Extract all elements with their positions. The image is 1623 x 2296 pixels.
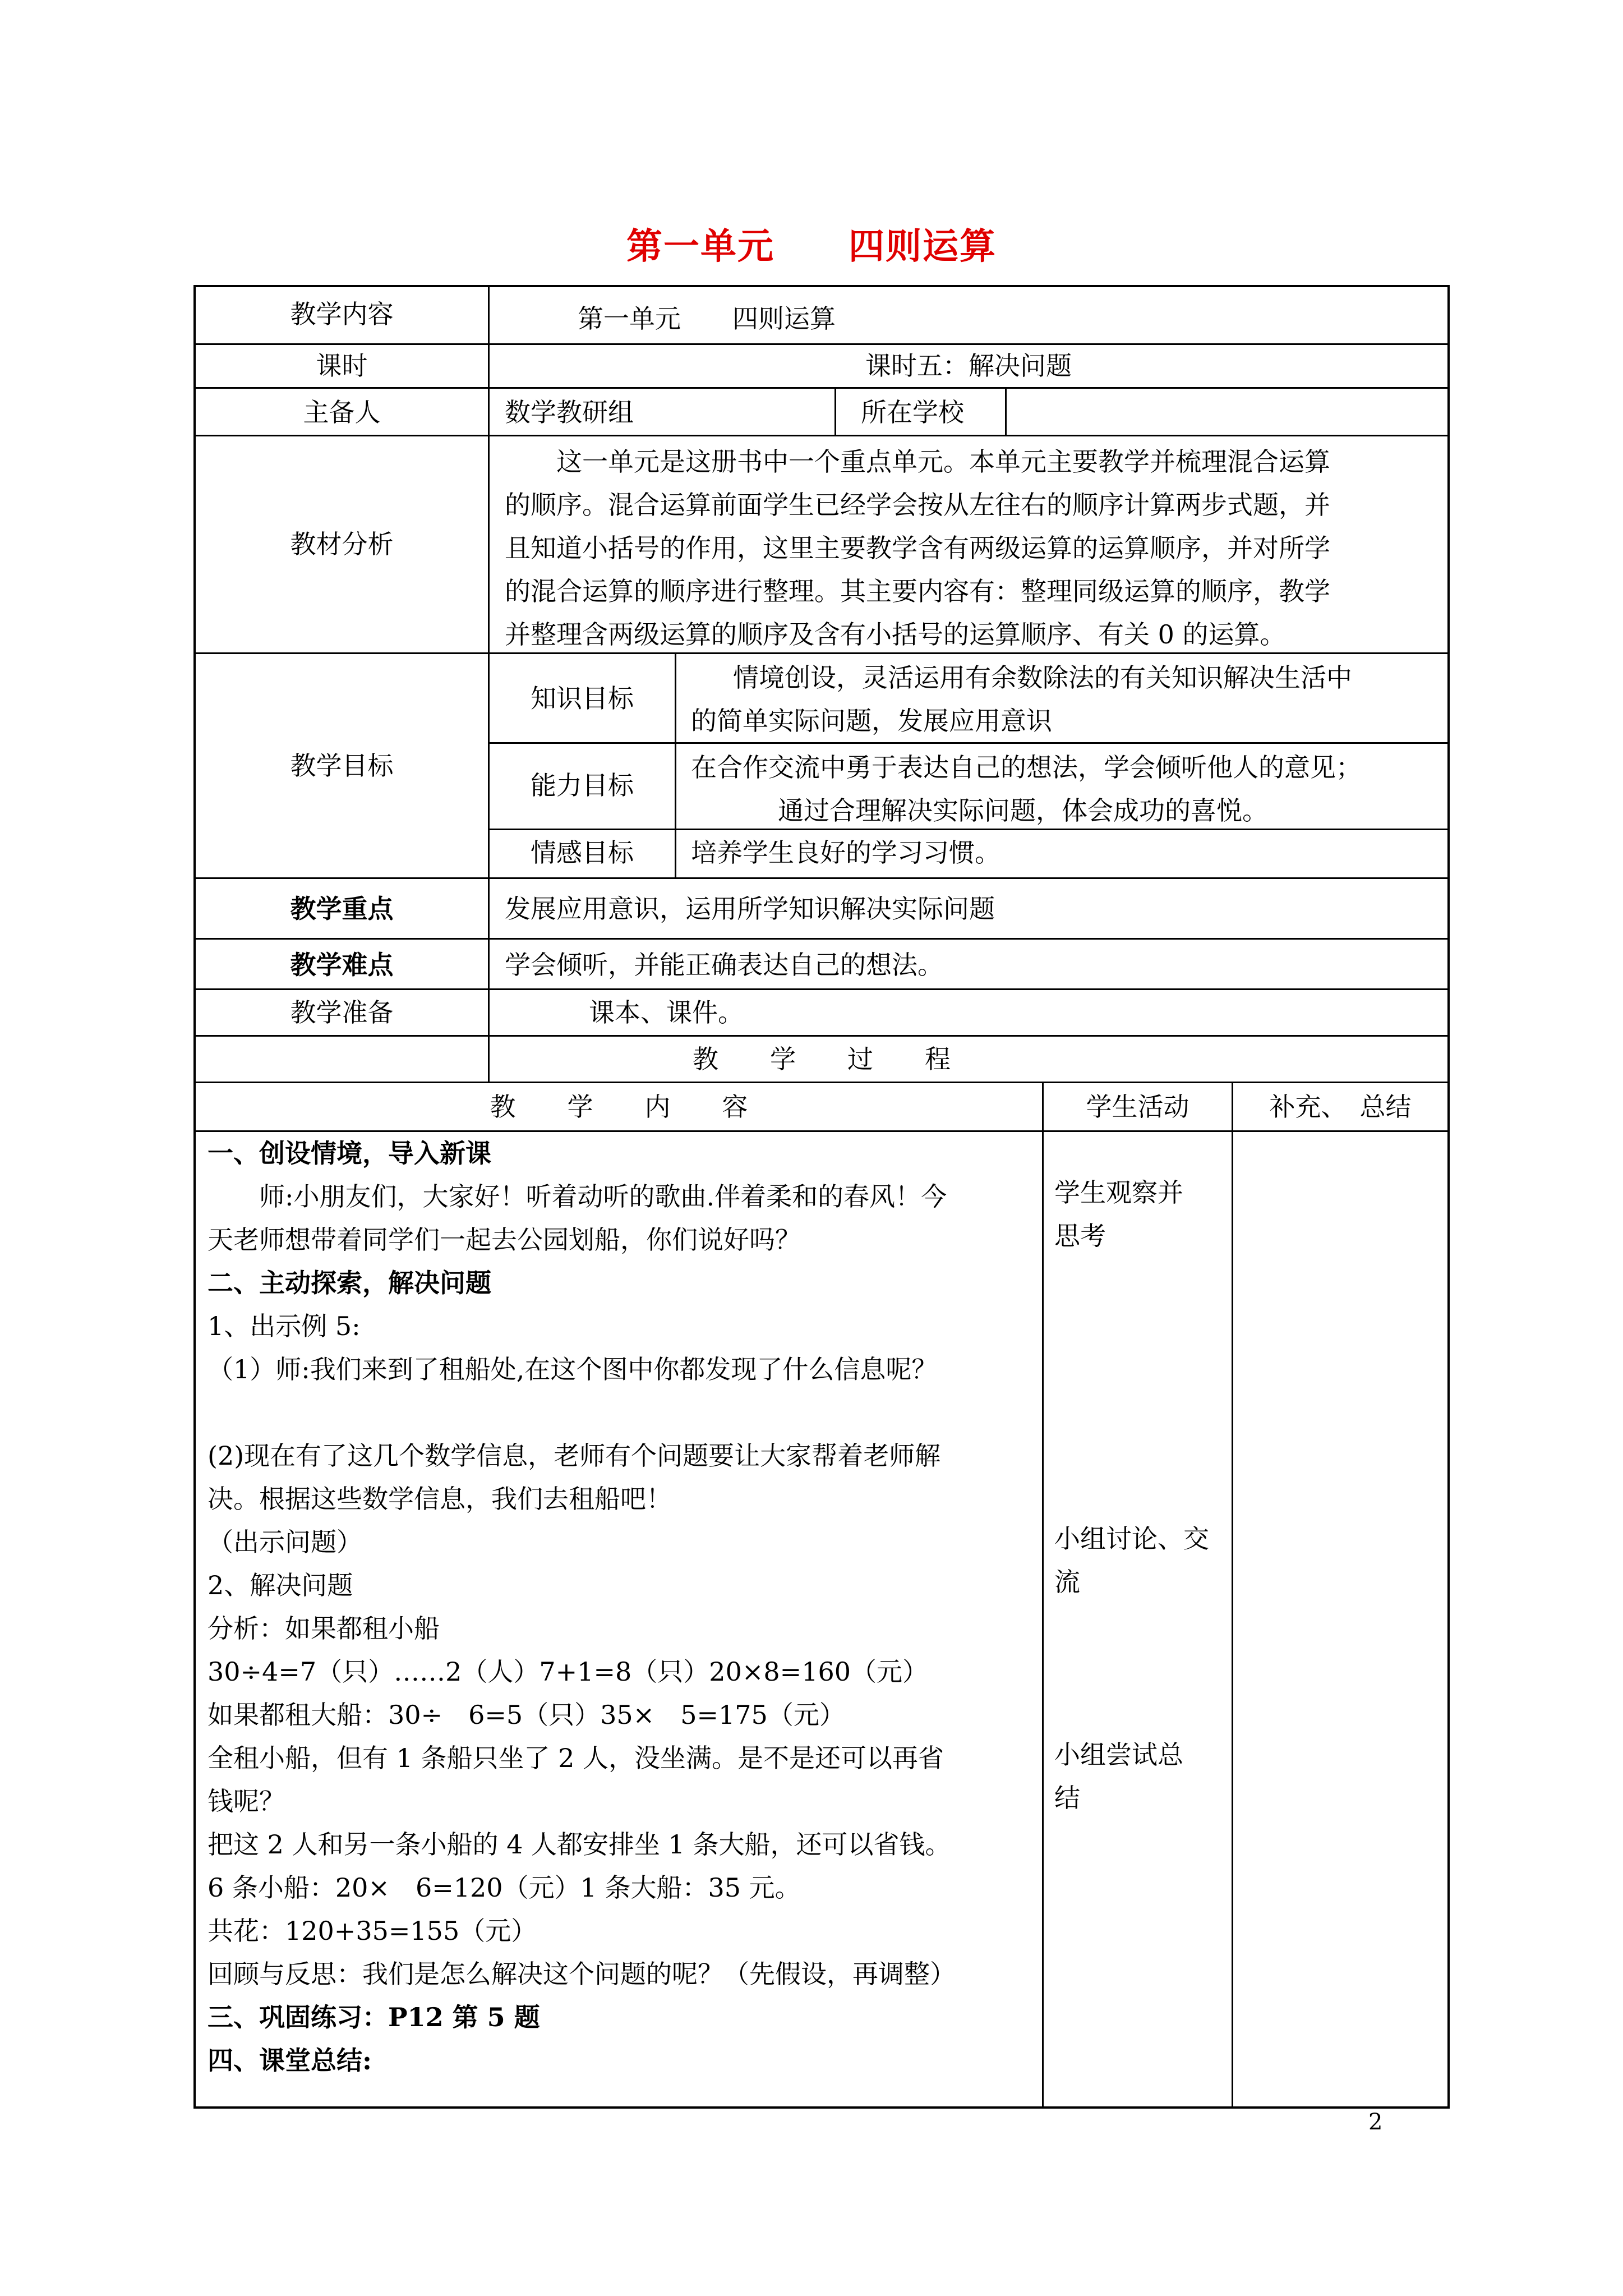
analysis-line: 且知道小括号的作用，这里主要教学含有两级运算的运算顺序，并对所学	[505, 533, 1330, 563]
ability-goal-label: 能力目标	[531, 770, 634, 800]
process-line: （出示问题）	[208, 1527, 362, 1557]
process-line: 师:小朋友们，大家好！听着动听的歌曲.伴着柔和的春风！今	[208, 1181, 947, 1212]
process-line: 2、解决问题	[208, 1570, 353, 1600]
preparer-label: 主备人	[303, 397, 381, 427]
ability-goal-text	[691, 746, 1445, 832]
process-line: 二、主动探索，解决问题	[208, 1268, 491, 1298]
key-point-label: 教学重点	[290, 894, 394, 924]
analysis-line: 的混合运算的顺序进行整理。其主要内容有：整理同级运算的顺序，教学	[505, 576, 1330, 606]
title-part-1: 第一单元	[626, 226, 774, 268]
process-line: （1）师:我们来到了租船处,在这个图中你都发现了什么信息呢？	[208, 1354, 938, 1384]
process-line: 一、创设情境，导入新课	[208, 1138, 491, 1168]
activity-observe	[1054, 1171, 1228, 1258]
process-line: 决。根据这些数学信息，我们去租船吧！	[208, 1484, 672, 1514]
process-line: 四、课堂总结:	[208, 2045, 372, 2076]
knowledge-line: 情境创设，灵活运用有余数除法的有关知识解决生活中	[733, 662, 1352, 693]
activity-line: 思考	[1054, 1221, 1106, 1251]
period-label: 课时	[316, 351, 368, 381]
content-label: 教学内容	[290, 299, 394, 329]
page-number: 2	[1368, 2109, 1383, 2135]
emotion-goal-text: 培养学生良好的学习习惯。	[691, 838, 1000, 868]
analysis-text	[505, 440, 1441, 656]
content-value: 第一单元 四则运算	[578, 303, 836, 334]
process-line: 三、巩固练习：P12 第 5 题	[208, 2002, 540, 2032]
ability-line: 在合作交流中勇于表达自己的想法，学会倾听他人的意见；	[691, 752, 1362, 783]
goals-label: 教学目标	[290, 751, 394, 781]
analysis-label: 教材分析	[290, 529, 394, 559]
process-header: 教 学 过 程	[693, 1044, 951, 1074]
column-activity-header: 学生活动	[1086, 1092, 1189, 1122]
process-line: 钱呢？	[208, 1786, 285, 1816]
process-content	[208, 1132, 1038, 2082]
process-line: 6 条小船：20× 6=120（元）1 条大船：35 元。	[208, 1872, 801, 1903]
school-label: 所在学校	[861, 397, 964, 427]
knowledge-goal-label: 知识目标	[531, 683, 634, 714]
title-part-2: 四则运算	[849, 226, 997, 268]
process-line: 回顾与反思：我们是怎么解决这个问题的呢？（先假设，再调整）	[208, 1959, 956, 1989]
key-point-text: 发展应用意识，运用所学知识解决实际问题	[505, 894, 995, 924]
process-line: 天老师想带着同学们一起去公园划船，你们说好吗？	[208, 1225, 801, 1255]
knowledge-goal-text	[691, 656, 1442, 743]
preparer-value: 数学教研组	[505, 397, 634, 427]
analysis-line: 的顺序。混合运算前面学生已经学会按从左往右的顺序计算两步式题，并	[505, 490, 1330, 520]
analysis-line: 这一单元是这册书中一个重点单元。本单元主要教学并梳理混合运算	[556, 447, 1330, 477]
period-value: 课时五：解决问题	[865, 351, 1072, 381]
process-line: 1、出示例 5:	[208, 1311, 361, 1341]
column-content-header: 教 学 内 容	[490, 1092, 748, 1122]
activity-line: 小组尝试总	[1054, 1740, 1183, 1770]
process-line: 共花：120+35=155（元）	[208, 1916, 537, 1946]
process-line: 分析：如果都租小船	[208, 1613, 440, 1644]
process-line: 全租小船，但有 1 条船只坐了 2 人，没坐满。是不是还可以再省	[208, 1743, 944, 1773]
process-line: 30÷4=7（只）……2（人）7+1=8（只）20×8=160（元）	[208, 1657, 928, 1687]
analysis-line: 并整理含两级运算的顺序及含有小括号的运算顺序、有关 0 的运算。	[505, 619, 1286, 650]
emotion-goal-label: 情感目标	[531, 838, 634, 868]
process-line: (2)现在有了这几个数学信息，老师有个问题要让大家帮着老师解	[208, 1441, 941, 1471]
preparation-text: 课本、课件。	[589, 997, 744, 1028]
knowledge-line: 的简单实际问题，发展应用意识	[691, 706, 1052, 736]
column-summary-header: 补充、 总结	[1269, 1092, 1412, 1122]
ability-line: 通过合理解决实际问题，体会成功的喜悦。	[778, 795, 1268, 826]
difficulty-text: 学会倾听，并能正确表达自己的想法。	[505, 950, 943, 980]
activity-summarize	[1054, 1733, 1228, 1820]
process-line: 如果都租大船：30÷ 6=5（只）35× 5=175（元）	[208, 1700, 845, 1730]
process-line: 把这 2 人和另一条小船的 4 人都安排坐 1 条大船，还可以省钱。	[208, 1829, 951, 1860]
difficulty-label: 教学难点	[290, 950, 394, 980]
preparation-label: 教学准备	[290, 997, 394, 1028]
activity-line: 结	[1054, 1783, 1080, 1813]
activity-line: 学生观察并	[1054, 1177, 1183, 1208]
activity-discuss	[1054, 1517, 1228, 1604]
process-line	[208, 1391, 1038, 1434]
activity-line: 流	[1054, 1567, 1080, 1597]
activity-line: 小组讨论、交	[1054, 1524, 1209, 1554]
